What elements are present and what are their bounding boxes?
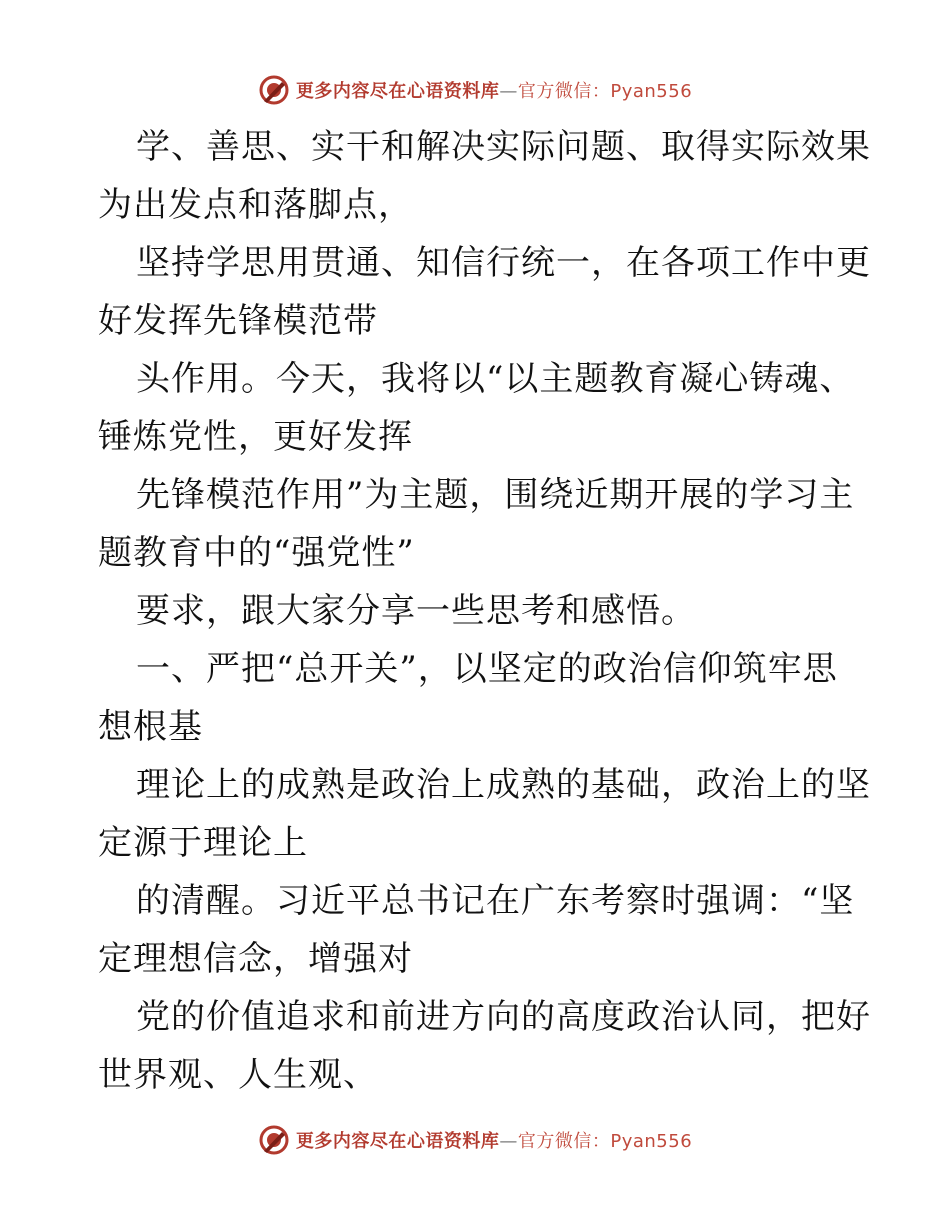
paragraph (98, 234, 871, 350)
paragraph-line: 理论上的成熟是政治上成熟的基础，政治上的坚 (136, 765, 871, 805)
paragraph-line: 的清醒。习近平总书记在广东考察时强调：“坚 (136, 881, 855, 921)
paragraph-line: 定源于理论上 (98, 823, 308, 863)
watermark-separator: — (499, 1131, 518, 1152)
watermark-text (296, 1127, 692, 1153)
watermark-text (296, 77, 692, 103)
watermark-contact: 官方微信：Pyan556 (517, 81, 693, 102)
paragraph-line: 定理想信念，增强对 (98, 939, 413, 979)
header-watermark (0, 70, 950, 110)
paragraph-line: 一、严把“总开关”，以坚定的政治信仰筑牢思 (136, 649, 838, 689)
paragraph-line: 头作用。今天，我将以“以主题教育凝心铸魂、 (136, 359, 855, 399)
paragraph (98, 756, 871, 872)
footer-watermark (0, 1120, 950, 1160)
paragraph-line: 坚持学思用贯通、知信行统一，在各项工作中更 (136, 243, 871, 283)
quill-seal-icon (258, 1124, 290, 1156)
paragraph-line: 学、善思、实干和解决实际问题、取得实际效果 (136, 127, 871, 167)
paragraph-line: 先锋模范作用”为主题，围绕近期开展的学习主 (136, 475, 855, 515)
paragraph-line: 世界观、人生观、 (98, 1055, 378, 1095)
paragraph (98, 350, 858, 466)
paragraph-line: 好发挥先锋模范带 (98, 301, 378, 341)
paragraph (98, 466, 858, 582)
document-body (98, 118, 871, 1104)
paragraph (98, 988, 871, 1104)
section-heading (98, 640, 858, 756)
paragraph-line: 想根基 (98, 707, 203, 747)
quill-seal-icon (258, 74, 290, 106)
watermark-contact: 官方微信：Pyan556 (517, 1131, 693, 1152)
paragraph (98, 582, 858, 640)
paragraph-line: 党的价值追求和前进方向的高度政治认同，把好 (136, 997, 871, 1037)
watermark-brand: 更多内容尽在心语资料库 (295, 81, 500, 102)
paragraph-line: 为出发点和落脚点， (98, 185, 413, 225)
paragraph (98, 118, 871, 234)
watermark-brand: 更多内容尽在心语资料库 (295, 1131, 500, 1152)
watermark-separator: — (499, 81, 518, 102)
paragraph (98, 872, 858, 988)
paragraph-line: 锤炼党性，更好发挥 (98, 417, 413, 457)
paragraph-line: 题教育中的“强党性” (98, 533, 415, 573)
paragraph-line: 要求，跟大家分享一些思考和感悟。 (136, 591, 696, 631)
